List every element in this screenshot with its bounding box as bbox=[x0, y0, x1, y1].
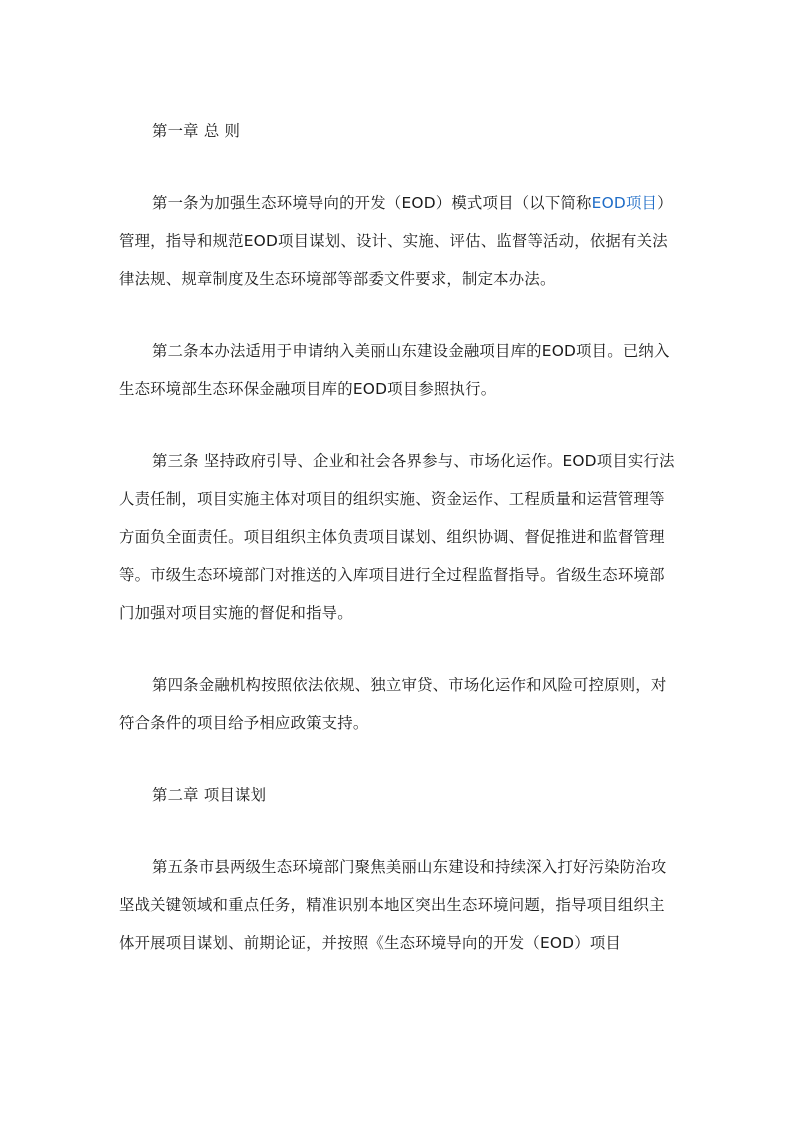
article-1 bbox=[119, 184, 675, 298]
article-3: 第三条 坚持政府引导、企业和社会各界参与、市场化运作。EOD项目实行法人责任制，项目实施主体对项目的组织实施、资金运作、工程质量和运营管理等方面负全面责任。项目组织主体负责项目谋划、组织协调、督促推进和监督管理等。市级生态环境部门对推送的入库项目进行全过程监督指导。省级生态环境部门加强对项目实施的督促和指导。 bbox=[119, 452, 675, 622]
chapter-1-title: 第一章 总 则 bbox=[152, 122, 241, 140]
eod-project-link[interactable]: EOD项目 bbox=[591, 194, 658, 212]
chapter-2-title: 第二章 项目谋划 bbox=[152, 786, 267, 804]
article-4: 第四条金融机构按照依法依规、独立审贷、市场化运作和风险可控原则，对符合条件的项目给予相应政策支持。 bbox=[119, 676, 667, 732]
article-2: 第二条本办法适用于申请纳入美丽山东建设金融项目库的EOD项目。已纳入生态环境部生态环保金融项目库的EOD项目参照执行。 bbox=[119, 342, 670, 398]
article-1-text-start: 第一条为加强生态环境导向的开发（EOD）模式项目（以下简称 bbox=[152, 194, 592, 212]
article-5: 第五条市县两级生态环境部门聚焦美丽山东建设和持续深入打好污染防治攻坚战关键领域和重点任务，精准识别本地区突出生态环境问题，指导项目组织主体开展项目谋划、前期论证，并按照《生态环境导向的开发（EOD）项目 bbox=[119, 858, 667, 952]
article-1-text-end: ）管理，指导和规范EOD项目谋划、设计、实施、评估、监督等活动，依据有关法律法规、规章制度及生态环境部等部委文件要求，制定本办法。 bbox=[119, 194, 673, 288]
